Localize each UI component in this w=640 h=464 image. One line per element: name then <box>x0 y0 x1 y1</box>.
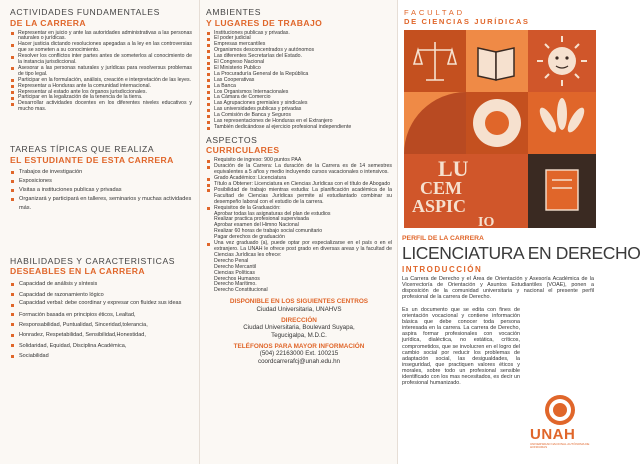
intro-paragraph: Es un documento que se edita con fines de orientación vocacional y contiene información básica que debe conocer toda persona interesada en la carrera. La carrera de Derecho, aspira formar profesionales con vocación jurídica, dialéctica, no estática, críticos, comprometidos, que se involucren en el logro del cambio social por reducir los problemas de adaptación social, las desigualdades, la inseguridad, que practiquen valores éticos y morales, sobre todo un profesional sensible identificado con los mas necesitados, es decir un profesional humanizado. <box>402 307 520 387</box>
postgrad-item: Derecho Marítimo. <box>214 281 257 288</box>
book-icon <box>546 170 578 210</box>
grad-req: Realizar practica profesional supervisada <box>214 216 309 223</box>
env-list <box>206 31 392 131</box>
postgrad-item: Ciencias Políticas <box>214 269 255 276</box>
list-item: Desarrollar actividades docentes en los diferentes niveles educativos y mucho mas. <box>10 101 192 113</box>
list-item: Posibilidad de trabajo mientras estudia: La planificación académica de la Facultad de Ciencias Jurídicas permite al estudiantado combinar su desempeño laboral con el estudio de la carrera. <box>206 188 392 206</box>
tasks-list <box>10 168 192 213</box>
tasks-subtitle: EL ESTUDIANTE DE ESTA CARRERA <box>10 154 174 165</box>
grad-req: Pagar derechos de graduación <box>214 234 285 241</box>
list-item: Las representaciones de Honduras en el Extranjero <box>206 119 392 125</box>
list-item: Las Agrupaciones gremiales y sindicales <box>206 101 392 107</box>
postgrad-item: Derecho Mercantil <box>214 263 257 270</box>
art-word: ASPIC <box>412 196 467 216</box>
list-item: Capacidad de análisis y síntesis <box>10 279 192 289</box>
skills-title: HABILIDADES Y CARACTERISTICAS <box>10 255 176 266</box>
art-word: IO <box>478 215 495 230</box>
centers-title: DISPONIBLE EN LOS SIGUIENTES CENTROS <box>229 298 369 306</box>
skills-subtitle: DESEABLES EN LA CARRERA <box>10 266 145 277</box>
postgrad-item: Derecho Penal <box>214 257 249 264</box>
brand-subtitle: UNIVERSIDAD NACIONAL AUTÓNOMA DE HONDURAS <box>530 442 590 450</box>
curr-title: ASPECTOS <box>206 134 258 145</box>
intro-paragraph: La Carrera de Derecho y el Área de Orientación y Asesoría Académica de la Vicerrectoría de Orientación y Asuntos Estudiantiles (VOAE), ponen a disposición de la comunidad universitaria y nacional el presente perfil profesional de la carrera de Derecho. <box>402 276 594 301</box>
grad-req: Aprobar todas las asignaturas del plan de estudios <box>214 210 331 217</box>
list-item: Organizará y participará en talleres, seminarios y muchas actividades más. <box>10 195 192 213</box>
list-item: Representar a Honduras ante la comunidad internacional. <box>10 84 192 90</box>
list-item: Resolver los conflictos inter partes antes de someterlos al conocimiento de la instancia jurisdiccional. <box>10 54 192 66</box>
activities-list <box>10 31 192 114</box>
faculty-name: DE CIENCIAS JURÍDICAS <box>404 17 530 26</box>
list-item: Capacidad verbal: debe coordinar y expresar con fluidez sus ideas <box>10 300 192 308</box>
address-line: Tegucigalpa, M.D.C. <box>271 331 327 339</box>
skills-list <box>10 279 192 361</box>
list-item: El Congreso Nacional <box>206 60 392 66</box>
faculty-label: FACULTAD <box>404 8 465 17</box>
column-left <box>0 0 198 464</box>
phones-title: TELÉFONOS PARA MAYOR INFORMACIÓN <box>233 342 365 350</box>
list-item: Participar en la legalización de la tenencia de la tierra. <box>10 95 192 101</box>
grad-req: Realizar 60 horas de trabajo social comunitario <box>214 228 323 235</box>
list-item: Duración de la Carrera: La duración de la Carrera es de 14 semestres equivalentes a 5 años y medio incluyendo cursos vacacionales o intensivos. <box>206 164 392 176</box>
art-word: CEM <box>420 178 462 198</box>
address-line: Ciudad Universitaria, Boulevard Suyapa, <box>243 324 355 332</box>
art-word: LU <box>438 156 469 181</box>
list-item: El Ministerio Publico <box>206 66 392 72</box>
list-item: La Cámara de Comercio <box>206 95 392 101</box>
list-item: Título a Obtener: Licenciatura en Ciencias Jurídicas con el título de Abogado <box>206 182 392 188</box>
list-item: La Procuraduría General de la República <box>206 72 392 78</box>
list-item: Las Cooperativas <box>206 78 392 84</box>
list-item: Requisito de ingreso: 900 puntos PAA <box>206 158 392 164</box>
env-subtitle: Y LUGARES DE TRABAJO <box>206 17 323 28</box>
list-item: Representar en juicio y ante las autoridades administrativas a las personas naturales o jurídicas. <box>10 31 192 43</box>
activities-title: ACTIVIDADES FUNDAMENTALES <box>10 7 160 17</box>
list-item: El poder judicial <box>206 36 392 42</box>
env-title: AMBIENTES <box>206 7 262 17</box>
address-title: DIRECCIÓN <box>281 316 317 324</box>
column-cover <box>398 0 640 464</box>
curr-subtitle: CURRICULARES <box>206 145 280 156</box>
list-item: Asesorar a las personas naturales y jurídicas para resolversus problemas de tipo legal. <box>10 66 192 78</box>
list-item: Requisitos de la Graduación: <box>206 206 392 212</box>
curr-list <box>206 158 392 211</box>
book-icon <box>478 48 514 80</box>
list-item: Las universidades publicas y privadas <box>206 107 392 113</box>
list-item: Instituciones publicas y privadas. <box>206 31 392 37</box>
list-item: Participar en la formulación, análisis, creación e interpretación de las leyes. <box>10 78 192 84</box>
brand-name: UNAH <box>530 426 576 443</box>
page-title: LICENCIATURA EN DERECHO <box>402 243 640 263</box>
list-item: La Banca <box>206 84 392 90</box>
postgrad-item: Derecho Constitucional <box>214 287 268 294</box>
list-item: Solidaridad, Equidad, Disciplina Académica, <box>10 341 192 351</box>
contact-block <box>206 298 392 365</box>
grad-req: Aprobar examen del Himno Nacional <box>214 222 299 229</box>
list-item: Representar al estado ante los órganos jurisdiccionales. <box>10 90 192 96</box>
perfil-label: PERFIL DE LA CARRERA <box>402 235 484 242</box>
intro-title: INTRODUCCIÓN <box>402 265 483 274</box>
list-item: Grado Académico: Licenciatura <box>206 176 392 182</box>
list-item: Hacer justicia dictando resoluciones apegadas a la ley en las controversias que se someten a su conocimiento. <box>10 42 192 54</box>
curr-after <box>206 241 392 259</box>
list-item: También dedicándose al ejercicio profesional independiente <box>206 125 392 131</box>
postgrad-item: Derechos Humanos <box>214 275 260 282</box>
list-item: Las diferentes Secretarías del Estado. <box>206 54 392 60</box>
activities-subtitle: DE LA CARRERA <box>10 17 87 28</box>
list-item: Exposiciones <box>10 177 192 186</box>
list-item: Responsabilidad, Puntualidad, Sinceridad,tolerancia, <box>10 320 192 330</box>
column-middle <box>200 0 396 464</box>
list-item: Visitas a instituciones publicas y privadas <box>10 186 192 195</box>
list-item: La Comisión de Banca y Seguros <box>206 113 392 119</box>
tasks-title: TAREAS TÍPICAS QUE REALIZA <box>10 144 155 155</box>
list-item: Honradez, Respetabilidad, Sensibilidad,Honestidad, <box>10 330 192 340</box>
list-item: Trabajos de investigación <box>10 168 192 177</box>
unah-logo <box>520 392 598 454</box>
list-item: Una vez graduado (a), puede optar por especializarse en el país o en el extranjero. La UNAH le ofrece post grado en diversas areas y la facultad de Ciencias Jurídicas les ofrece: <box>206 241 392 259</box>
list-item: Empresas mercantiles <box>206 42 392 48</box>
list-item: Capacidad de razonamiento lógico <box>10 290 192 300</box>
cover-artwork <box>398 30 600 230</box>
list-item: Organismos desconcentrados y autónomos <box>206 48 392 54</box>
phone-number: (504) 22163000 Ext. 100215 <box>259 350 339 358</box>
centers-text: Ciudad Universitaria, UNAHVS <box>256 305 342 313</box>
list-item: Sociabilidad <box>10 351 192 361</box>
email-link[interactable]: coordcarrerafcj@unah.edu.hn <box>258 357 340 365</box>
list-item: Los Organismos Internacionales <box>206 90 392 96</box>
list-item: Formación basada en principios éticos, Lealtad, <box>10 310 192 320</box>
